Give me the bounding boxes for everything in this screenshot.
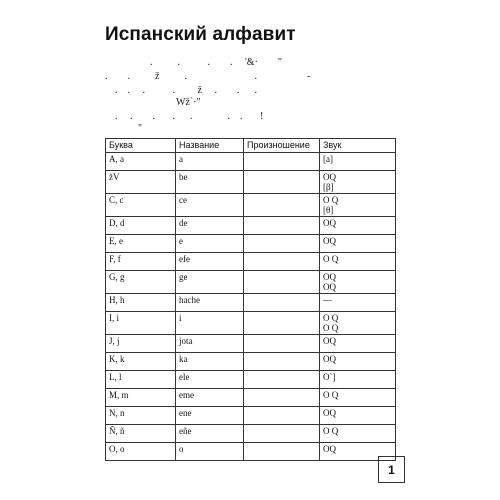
name-cell: ge	[176, 271, 244, 294]
name-cell: jota	[176, 335, 244, 353]
sound-value: [a]	[323, 154, 333, 164]
letter-cell: A, a	[106, 153, 176, 171]
sound-cell	[320, 294, 396, 312]
column-header-letter: Буква	[106, 139, 176, 153]
sound-value: OQ	[323, 172, 336, 182]
column-header-pronunciation: Произношение	[244, 139, 320, 153]
name-cell: ene	[176, 407, 244, 425]
name-cell: e	[176, 235, 244, 253]
letter-cell: I, i	[106, 312, 176, 335]
alphabet-table	[105, 138, 396, 461]
pronunciation-cell	[244, 443, 320, 461]
sound-value: O Q	[323, 426, 339, 436]
letter-cell: J, j	[106, 335, 176, 353]
sound-value: O Q	[323, 390, 339, 400]
intro-text-line: Wž`·"	[176, 97, 201, 108]
name-cell: a	[176, 153, 244, 171]
sound-value: OQ	[323, 218, 336, 228]
letter-cell: G, g	[106, 271, 176, 294]
table-row	[106, 312, 396, 335]
table-row	[106, 294, 396, 312]
pronunciation-cell	[244, 271, 320, 294]
sound-value: [θ]	[323, 205, 334, 215]
sound-cell	[320, 425, 396, 443]
sound-value: OQ	[323, 444, 336, 454]
sound-cell	[320, 312, 396, 335]
sound-cell	[320, 389, 396, 407]
intro-text-line: . . . . . . . !	[115, 111, 264, 122]
letter-cell: C, c	[106, 194, 176, 217]
name-cell: efe	[176, 253, 244, 271]
column-header-name: Название	[176, 139, 244, 153]
pronunciation-cell	[244, 389, 320, 407]
pronunciation-cell	[244, 294, 320, 312]
sound-value: O Q	[323, 195, 339, 205]
name-cell: ce	[176, 194, 244, 217]
alphabet-table-body	[106, 153, 396, 461]
sound-value: OQ	[323, 408, 336, 418]
intro-text-line: . . ž . . -	[105, 71, 311, 82]
pronunciation-cell	[244, 371, 320, 389]
letter-cell: žV	[106, 171, 176, 194]
intro-text-line: "	[138, 123, 143, 134]
pronunciation-cell	[244, 407, 320, 425]
letter-cell: L, l	[106, 371, 176, 389]
name-cell: i	[176, 312, 244, 335]
name-cell: ka	[176, 353, 244, 371]
sound-value: OQ	[323, 272, 336, 282]
sound-cell	[320, 253, 396, 271]
intro-text-line: . . . . '&· "	[150, 57, 282, 68]
sound-cell	[320, 271, 396, 294]
letter-cell: F, f	[106, 253, 176, 271]
table-row	[106, 353, 396, 371]
sound-value: O Q	[323, 323, 339, 333]
sound-value: —	[323, 295, 332, 305]
name-cell: de	[176, 217, 244, 235]
sound-value: OQ	[323, 236, 336, 246]
name-cell: ele	[176, 371, 244, 389]
sound-cell	[320, 335, 396, 353]
letter-cell: H, h	[106, 294, 176, 312]
pronunciation-cell	[244, 194, 320, 217]
letter-cell: K, k	[106, 353, 176, 371]
sound-value: O Q	[323, 313, 339, 323]
table-row	[106, 235, 396, 253]
pronunciation-cell	[244, 312, 320, 335]
pronunciation-cell	[244, 235, 320, 253]
intro-text-line: . . . . ž . . .	[115, 85, 257, 96]
table-row	[106, 407, 396, 425]
name-cell: be	[176, 171, 244, 194]
letter-cell: N, n	[106, 407, 176, 425]
sound-value: OQ	[323, 282, 336, 292]
table-row	[106, 425, 396, 443]
letter-cell: E, e	[106, 235, 176, 253]
name-cell: o	[176, 443, 244, 461]
table-row	[106, 171, 396, 194]
name-cell: hache	[176, 294, 244, 312]
table-row	[106, 194, 396, 217]
name-cell: eme	[176, 389, 244, 407]
sound-value: O`]	[323, 372, 336, 382]
table-row	[106, 389, 396, 407]
pronunciation-cell	[244, 425, 320, 443]
column-header-sound: Звук	[320, 139, 396, 153]
table-row	[106, 253, 396, 271]
sound-cell	[320, 217, 396, 235]
table-row	[106, 153, 396, 171]
table-row	[106, 371, 396, 389]
sound-value: O Q	[323, 254, 339, 264]
pronunciation-cell	[244, 253, 320, 271]
table-row	[106, 443, 396, 461]
table-row	[106, 271, 396, 294]
pronunciation-cell	[244, 353, 320, 371]
pronunciation-cell	[244, 217, 320, 235]
letter-cell: Ñ, ñ	[106, 425, 176, 443]
sound-cell	[320, 153, 396, 171]
pronunciation-cell	[244, 171, 320, 194]
pronunciation-cell	[244, 153, 320, 171]
pronunciation-cell	[244, 335, 320, 353]
letter-cell: O, o	[106, 443, 176, 461]
page-title: Испанский алфавит	[105, 24, 296, 45]
name-cell: eñe	[176, 425, 244, 443]
letter-cell: D, d	[106, 217, 176, 235]
letter-cell: M, m	[106, 389, 176, 407]
sound-cell	[320, 353, 396, 371]
table-row	[106, 335, 396, 353]
sound-cell	[320, 371, 396, 389]
sound-cell	[320, 235, 396, 253]
sound-cell	[320, 194, 396, 217]
sound-value: OQ	[323, 354, 336, 364]
sound-cell	[320, 407, 396, 425]
sound-value: [β]	[323, 182, 334, 192]
sound-value: OQ	[323, 336, 336, 346]
page-number: 1	[378, 456, 405, 483]
table-row	[106, 217, 396, 235]
sound-cell	[320, 171, 396, 194]
table-header-row	[106, 139, 396, 153]
